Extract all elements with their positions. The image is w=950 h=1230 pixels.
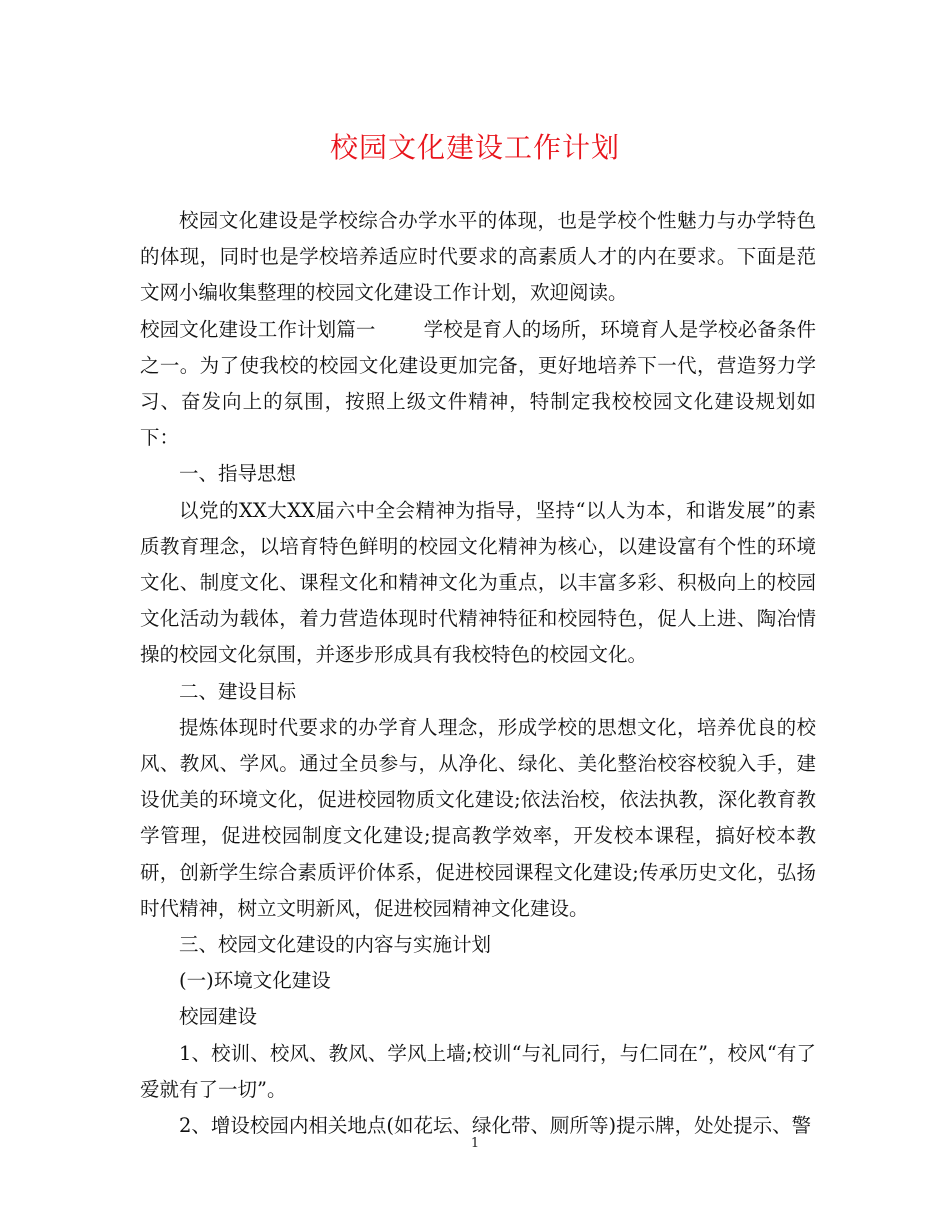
list-item-2: 2、增设校园内相关地点(如花坛、绿化带、厕所等)提示牌，处处提示、警	[179, 1114, 812, 1138]
intro-paragraph: 校园文化建设是学校综合办学水平的体现，也是学校个性魅力与办学特色的体现，同时也是学校培养适应时代要求的高素质人才的内在要求。下面是范文网小编收集整理的校园文化建设工作计划，欢迎阅读。	[140, 209, 816, 305]
heading-content-and-plan: 三、校园文化建设的内容与实施计划	[179, 933, 492, 957]
list-item-1: 1、校训、校风、教风、学风上墙;校训“与礼同行，与仁同在”，校风“有了爱就有了一切”。	[140, 1041, 816, 1101]
paragraph-guiding-thought: 以党的XX大XX届六中全会精神为指导，坚持“以人为本，和谐发展”的素质教育理念，以培育特色鲜明的校园文化精神为核心，以建设富有个性的环境文化、制度文化、课程文化和精神文化为重点，以丰富多彩、积极向上的校园文化活动为载体，着力营造体现时代精神特征和校园特色，促人上进、陶冶情操的校园文化氛围，并逐步形成具有我校特色的校园文化。	[140, 498, 816, 667]
heading-campus-construction: 校园建设	[179, 1005, 258, 1029]
document-body	[140, 203, 816, 1144]
section-paragraph	[140, 312, 816, 457]
heading-construction-goals: 二、建设目标	[179, 679, 297, 703]
section-lead: 学校是育人的场所，环境育人是学校必备条件之一。为了使我校的校园文化建设更加完备，更好地培养下一代，营造努力学习、奋发向上的氛围，按照上级文件精神，特制定我校校园文化建设规划如下：	[140, 317, 816, 450]
section-label: 校园文化建设工作计划篇一	[140, 317, 376, 341]
page-number: 1	[470, 1136, 480, 1151]
heading-environment-culture: (一)环境文化建设	[179, 969, 331, 993]
heading-guiding-thought: 一、指导思想	[179, 462, 297, 486]
document-title: 校园文化建设工作计划	[329, 131, 620, 164]
paragraph-construction-goals: 提炼体现时代要求的办学育人理念，形成学校的思想文化，培养优良的校风、教风、学风。通过全员参与，从净化、绿化、美化整治校容校貌入手，建设优美的环境文化，促进校园物质文化建设;依法治校，依法执教，深化教育教学管理，促进校园制度文化建设;提高教学效率，开发校本课程，搞好校本教研，创新学生综合素质评价体系，促进校园课程文化建设;传承历史文化，弘扬时代精神，树立文明新风，促进校园精神文化建设。	[140, 715, 816, 920]
